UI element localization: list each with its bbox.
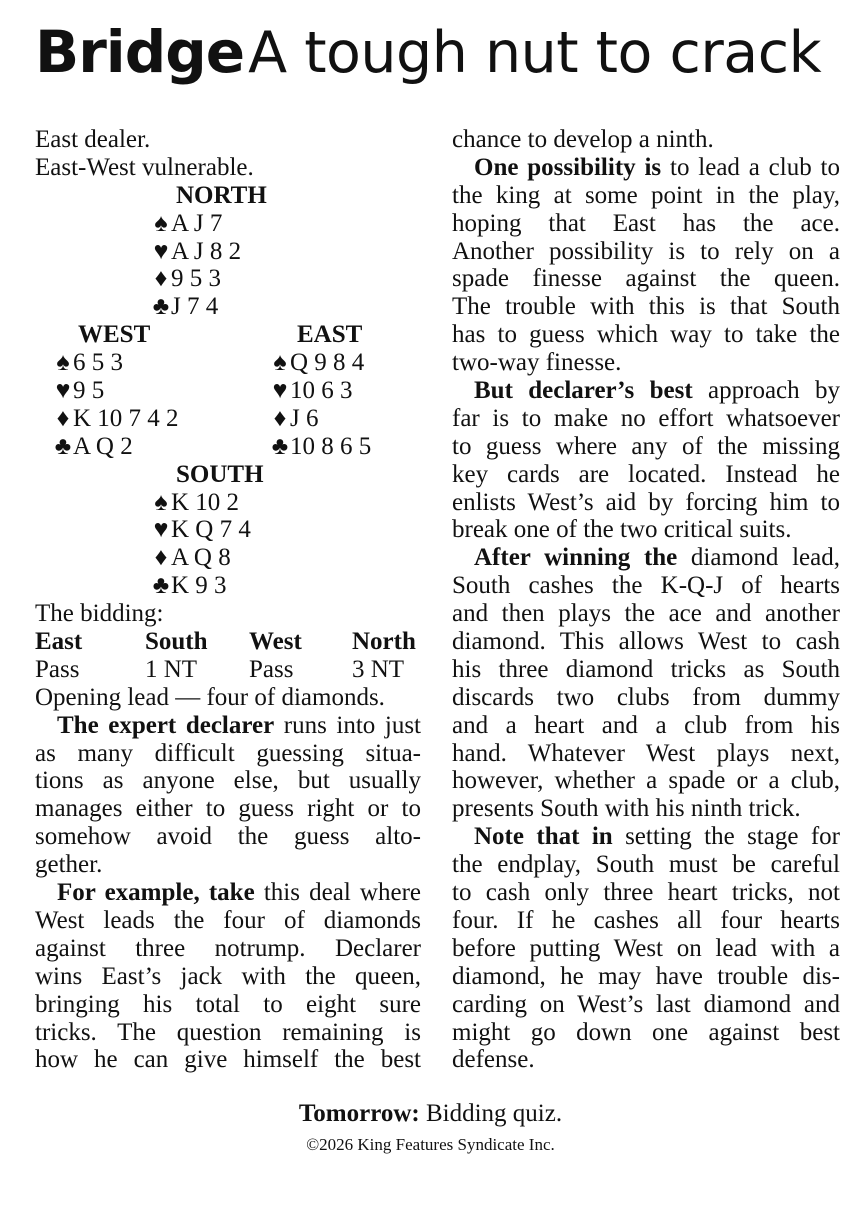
west-east-label-row bbox=[35, 321, 421, 349]
paragraph-lead-rest: this deal where bbox=[254, 879, 421, 907]
paragraph-lead: One possibility is bbox=[474, 153, 662, 181]
paragraph-lead: Note that in bbox=[474, 823, 613, 851]
south-hearts bbox=[35, 516, 421, 544]
north-label: NORTH bbox=[176, 181, 267, 209]
heart-suit-icon: ♥ bbox=[272, 377, 288, 405]
north-clubs-cards: J 7 4 bbox=[171, 293, 219, 321]
east-spades-cards: Q 9 8 4 bbox=[290, 349, 365, 377]
article-line bbox=[452, 823, 840, 851]
article-line: tricks. The question remaining is bbox=[35, 1018, 421, 1046]
right-article-body bbox=[452, 126, 840, 1074]
article-line bbox=[452, 544, 840, 572]
article-line: might go down one against best bbox=[452, 1018, 840, 1046]
west-clubs-cards: A Q 2 bbox=[73, 432, 133, 460]
article-line: as many difficult guessing situa- bbox=[35, 739, 421, 767]
article-line: enlists West’s aid by forcing him to bbox=[452, 488, 840, 516]
article-line: diamond. This allows West to cash bbox=[452, 628, 840, 656]
bid-north: 3 NT bbox=[352, 655, 405, 683]
east-diamonds-cards: J 6 bbox=[290, 404, 319, 432]
diamond-suit-icon: ♦ bbox=[154, 265, 168, 293]
article-line: chance to develop a ninth. bbox=[452, 126, 714, 153]
article-line: wins East’s jack with the queen, bbox=[35, 962, 421, 990]
south-diamonds bbox=[35, 544, 421, 572]
article-line bbox=[452, 154, 840, 182]
spade-suit-icon: ♠ bbox=[273, 349, 287, 377]
bid-south: 1 NT bbox=[145, 655, 198, 683]
paragraph-lead-rest: diamond lead, bbox=[677, 544, 840, 572]
south-spades-cards: K 10 2 bbox=[171, 488, 240, 516]
article-line: to guess where any of the missing bbox=[452, 432, 840, 460]
diamond-suit-icon: ♦ bbox=[154, 544, 168, 572]
spade-suit-icon: ♠ bbox=[154, 488, 168, 516]
article-line: presents South with his ninth trick. bbox=[452, 795, 801, 823]
article-line: two-way finesse. bbox=[452, 349, 622, 377]
article-line: defense. bbox=[452, 1046, 535, 1074]
left-article-body bbox=[35, 712, 421, 1075]
article-line: discards two clubs from dummy bbox=[452, 683, 840, 711]
paragraph-lead: For example, take bbox=[57, 879, 255, 907]
article-line: bringing his total to eight sure bbox=[35, 990, 421, 1018]
article-line: however, whether a spade or a club, bbox=[452, 767, 840, 795]
article-line: South cashes the K-Q-J of hearts bbox=[452, 572, 840, 600]
article-line: before putting West on lead with a bbox=[452, 934, 840, 962]
south-hearts-cards: K Q 7 4 bbox=[171, 516, 251, 544]
article-line: against three notrump. Declarer bbox=[35, 934, 421, 962]
north-label-row bbox=[35, 182, 421, 210]
paragraph-lead: After winning the bbox=[474, 544, 678, 572]
paragraph-lead-rest: setting the stage for bbox=[612, 823, 840, 851]
club-suit-icon: ♣ bbox=[152, 293, 170, 321]
north-spades bbox=[35, 210, 421, 238]
north-diamonds bbox=[35, 265, 421, 293]
west-spades-cards: 6 5 3 bbox=[73, 349, 123, 377]
north-hearts-cards: A J 8 2 bbox=[171, 237, 242, 265]
bid-west: Pass bbox=[249, 655, 294, 683]
article-line: the king at some point in the play, bbox=[452, 181, 840, 209]
article-line: somehow avoid the guess alto- bbox=[35, 823, 421, 851]
heart-suit-icon: ♥ bbox=[55, 377, 71, 405]
west-label: WEST bbox=[78, 321, 151, 349]
west-hearts-cards: 9 5 bbox=[73, 377, 105, 405]
west-east-spades bbox=[35, 349, 421, 377]
article-line: has to guess which way to take the bbox=[452, 321, 840, 349]
heart-suit-icon: ♥ bbox=[153, 516, 169, 544]
article-line bbox=[35, 879, 421, 907]
diamond-suit-icon: ♦ bbox=[56, 404, 70, 432]
south-diamonds-cards: A Q 8 bbox=[171, 544, 231, 572]
article-line: hand. Whatever West plays next, bbox=[452, 739, 840, 767]
paragraph-lead-rest: runs into just bbox=[274, 711, 421, 739]
paragraph-lead: But declarer’s best bbox=[474, 377, 693, 405]
article-line bbox=[35, 712, 421, 740]
west-east-diamonds bbox=[35, 405, 421, 433]
bidding-row bbox=[35, 656, 421, 684]
spade-suit-icon: ♠ bbox=[154, 209, 168, 237]
article-line: and then plays the ace and another bbox=[452, 600, 840, 628]
article-line: West leads the four of diamonds bbox=[35, 906, 421, 934]
south-label-row bbox=[35, 461, 421, 489]
right-column bbox=[452, 126, 840, 1074]
bid-east: Pass bbox=[35, 655, 80, 683]
article-line: manages either to guess right or to bbox=[35, 795, 421, 823]
article-line: four. If he cashes all four hearts bbox=[452, 906, 840, 934]
club-suit-icon: ♣ bbox=[54, 432, 72, 460]
paragraph-lead-rest: to lead a club to bbox=[661, 153, 841, 181]
article-line: how he can give himself the best bbox=[35, 1046, 421, 1074]
headline-subtitle: A tough nut to crack bbox=[248, 20, 822, 86]
article-line: tions as anyone else, but usually bbox=[35, 767, 421, 795]
article-line: far is to make no effort whatsoever bbox=[452, 404, 840, 432]
south-spades bbox=[35, 489, 421, 517]
article-line: hoping that East has the ace. bbox=[452, 209, 840, 237]
bid-header-east: East bbox=[35, 628, 83, 656]
east-hearts-cards: 10 6 3 bbox=[290, 377, 353, 405]
article-line: gether. bbox=[35, 851, 103, 879]
article-line bbox=[452, 377, 840, 405]
west-east-clubs bbox=[35, 433, 421, 461]
tomorrow-line bbox=[0, 1100, 861, 1128]
west-diamonds-cards: K 10 7 4 2 bbox=[73, 404, 179, 432]
east-clubs-cards: 10 8 6 5 bbox=[290, 432, 372, 460]
article-line: spade finesse against the queen. bbox=[452, 265, 840, 293]
east-label: EAST bbox=[297, 321, 363, 349]
article-line: key cards are located. Instead he bbox=[452, 460, 840, 488]
spade-suit-icon: ♠ bbox=[56, 349, 70, 377]
article-line: to cash only three heart tricks, not bbox=[452, 879, 840, 907]
article-line: the endplay, South must be careful bbox=[452, 851, 840, 879]
article-line: his three diamond tricks as South bbox=[452, 655, 840, 683]
north-clubs bbox=[35, 293, 421, 321]
bidding-heading: The bidding: bbox=[35, 600, 164, 628]
bid-header-south: South bbox=[145, 628, 208, 656]
dealer-line: East dealer. bbox=[35, 126, 151, 153]
tomorrow-label: Tomorrow: bbox=[298, 1100, 420, 1127]
club-suit-icon: ♣ bbox=[271, 432, 289, 460]
diamond-suit-icon: ♦ bbox=[273, 404, 287, 432]
south-clubs-cards: K 9 3 bbox=[171, 572, 227, 600]
tomorrow-text: Bidding quiz. bbox=[419, 1100, 563, 1127]
bid-header-west: West bbox=[249, 628, 302, 656]
article-line: Another possibility is to rely on a bbox=[452, 237, 840, 265]
west-east-hearts bbox=[35, 377, 421, 405]
article-line: and a heart and a club from his bbox=[452, 711, 840, 739]
article-line: The trouble with this is that South bbox=[452, 293, 840, 321]
opening-lead: Opening lead — four of diamonds. bbox=[35, 683, 385, 711]
article-line: diamond, he may have trouble dis- bbox=[452, 962, 840, 990]
north-diamonds-cards: 9 5 3 bbox=[171, 265, 221, 293]
vulnerability-line: East-West vulnerable. bbox=[35, 153, 254, 181]
south-label: SOUTH bbox=[176, 460, 264, 488]
heart-suit-icon: ♥ bbox=[153, 237, 169, 265]
bidding-header-row bbox=[35, 628, 421, 656]
bid-header-north: North bbox=[352, 628, 416, 656]
club-suit-icon: ♣ bbox=[152, 572, 170, 600]
headline-bridge: Bridge bbox=[35, 18, 245, 86]
paragraph-lead: The expert declarer bbox=[57, 711, 275, 739]
south-clubs bbox=[35, 572, 421, 600]
article-line: carding on West’s last diamond and bbox=[452, 990, 840, 1018]
north-hearts bbox=[35, 238, 421, 266]
headline bbox=[35, 18, 835, 86]
copyright-line: ©2026 King Features Syndicate Inc. bbox=[306, 1135, 555, 1154]
article-line: break one of the two critical suits. bbox=[452, 516, 792, 544]
paragraph-lead-rest: approach by bbox=[692, 377, 840, 405]
north-spades-cards: A J 7 bbox=[171, 209, 223, 237]
left-column bbox=[35, 126, 421, 1074]
